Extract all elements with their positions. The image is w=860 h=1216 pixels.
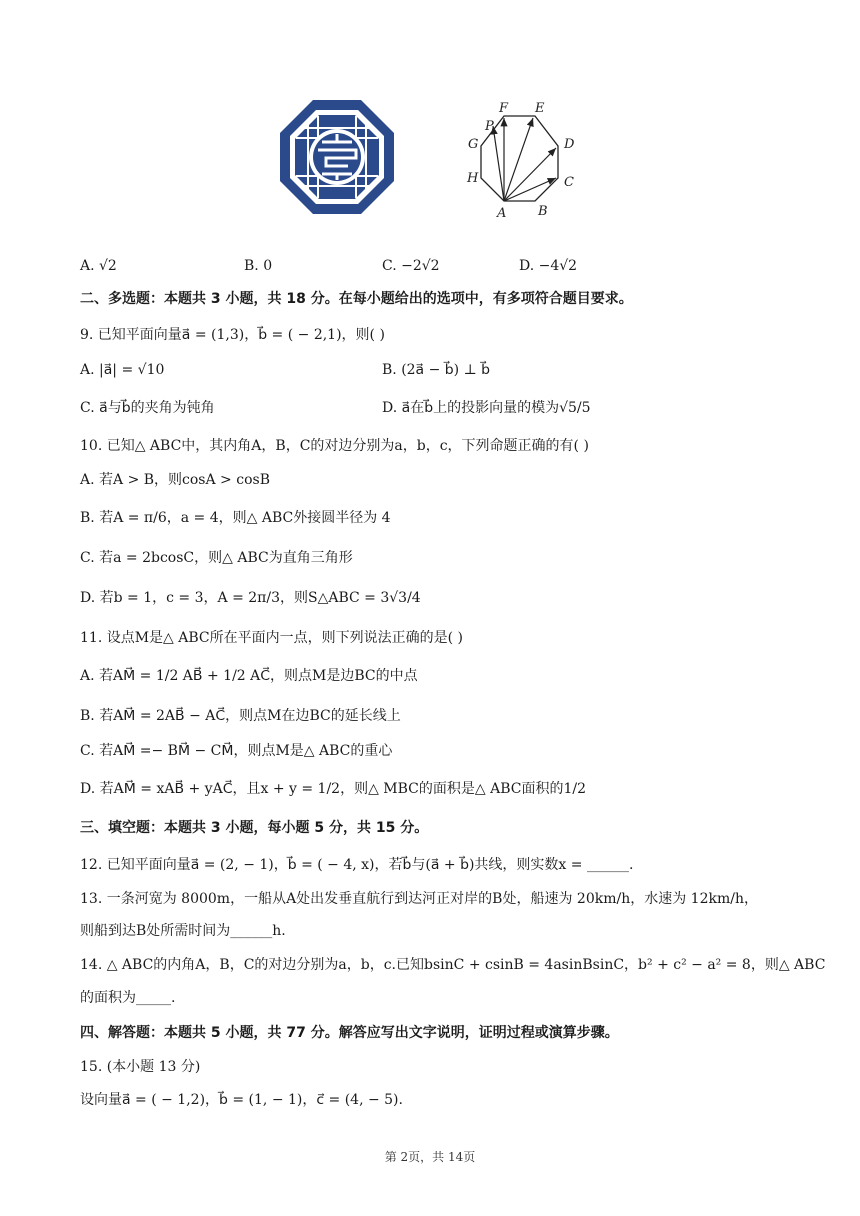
q13-line1: 13. 一条河宽为 8000m，一船从A处出发垂直航行到达河正对岸的B处，船速为 20km/h，水速为 12km/h， bbox=[80, 891, 758, 907]
q14-line2: 的面积为_____. bbox=[80, 990, 176, 1006]
q9-stem: 9. 已知平面向量a⃗ = (1,3)，b⃗ = ( − 2,1)，则( ) bbox=[80, 327, 385, 343]
page-footer: 第 2页，共 14页 bbox=[384, 1150, 476, 1164]
q8-option-a[interactable]: A. √2 bbox=[80, 258, 117, 274]
label-A: A bbox=[497, 206, 507, 221]
q14-line1: 14. △ ABC的内角A，B，C的对边分别为a，b，c.已知bsinC + csinB = 4asinBsinC，b² + c² − a² = 8，则△ ABC bbox=[80, 957, 826, 973]
octagonal-window-figure bbox=[278, 98, 396, 216]
q9-option-c[interactable]: C. a⃗与b⃗的夹角为钝角 bbox=[80, 400, 215, 416]
q11-option-a[interactable]: A. 若AM⃗ = 1/2 AB⃗ + 1/2 AC⃗，则点M是边BC的中点 bbox=[80, 668, 418, 684]
q10-option-d[interactable]: D. 若b = 1，c = 3，A = 2π/3，则S△ABC = 3√3/4 bbox=[80, 590, 421, 606]
label-E: E bbox=[535, 101, 545, 116]
q15-header: 15. (本小题 13 分) bbox=[80, 1059, 201, 1075]
section2-heading: 二、多选题：本题共 3 小题，共 18 分。在每小题给出的选项中，有多项符合题目要求。 bbox=[80, 291, 633, 307]
q9-option-d[interactable]: D. a⃗在b⃗上的投影向量的模为√5/5 bbox=[382, 400, 591, 416]
q11-option-b[interactable]: B. 若AM⃗ = 2AB⃗ − AC⃗，则点M在边BC的延长线上 bbox=[80, 708, 401, 724]
section4-heading: 四、解答题：本题共 5 小题，共 77 分。解答应写出文字说明，证明过程或演算步骤。 bbox=[80, 1025, 619, 1041]
q11-option-c[interactable]: C. 若AM⃗ =− BM⃗ − CM⃗，则点M是△ ABC的重心 bbox=[80, 743, 393, 759]
label-C: C bbox=[564, 175, 574, 190]
q10-option-a[interactable]: A. 若A > B，则cosA > cosB bbox=[80, 472, 270, 488]
q11-stem: 11. 设点M是△ ABC所在平面内一点，则下列说法正确的是( ) bbox=[80, 630, 464, 646]
label-P: P bbox=[485, 119, 494, 134]
q10-option-c[interactable]: C. 若a = 2bcosC，则△ ABC为直角三角形 bbox=[80, 550, 353, 566]
octagon-vector-diagram bbox=[460, 98, 586, 222]
label-D: D bbox=[564, 137, 575, 152]
section3-heading: 三、填空题：本题共 3 小题，每小题 5 分，共 15 分。 bbox=[80, 820, 429, 836]
label-F: F bbox=[499, 101, 509, 116]
label-H: H bbox=[467, 171, 479, 186]
q11-option-d[interactable]: D. 若AM⃗ = xAB⃗ + yAC⃗，且x + y = 1/2，则△ MBC的面积是△ ABC面积的1/2 bbox=[80, 781, 587, 797]
q15-vectors: 设向量a⃗ = ( − 1,2)，b⃗ = (1, − 1)，c⃗ = (4, − 5). bbox=[80, 1092, 403, 1108]
q10-stem: 10. 已知△ ABC中，其内角A，B，C的对边分别为a，b，c，下列命题正确的有( ) bbox=[80, 438, 589, 454]
q8-option-c[interactable]: C. −2√2 bbox=[382, 258, 440, 274]
q8-option-b[interactable]: B. 0 bbox=[244, 258, 273, 274]
label-G: G bbox=[468, 137, 479, 152]
label-B: B bbox=[538, 204, 548, 219]
q12: 12. 已知平面向量a⃗ = (2, − 1)，b⃗ = ( − 4, x)，若b⃗与(a⃗ + b⃗)共线，则实数x = ______. bbox=[80, 857, 634, 873]
q10-option-b[interactable]: B. 若A = π/6，a = 4，则△ ABC外接圆半径为 4 bbox=[80, 510, 391, 526]
q8-option-d[interactable]: D. −4√2 bbox=[519, 258, 578, 274]
q9-option-a[interactable]: A. |a⃗| = √10 bbox=[80, 362, 165, 378]
q13-line2: 则船到达B处所需时间为______h. bbox=[80, 923, 286, 939]
q9-option-b[interactable]: B. (2a⃗ − b⃗) ⊥ b⃗ bbox=[382, 362, 491, 378]
